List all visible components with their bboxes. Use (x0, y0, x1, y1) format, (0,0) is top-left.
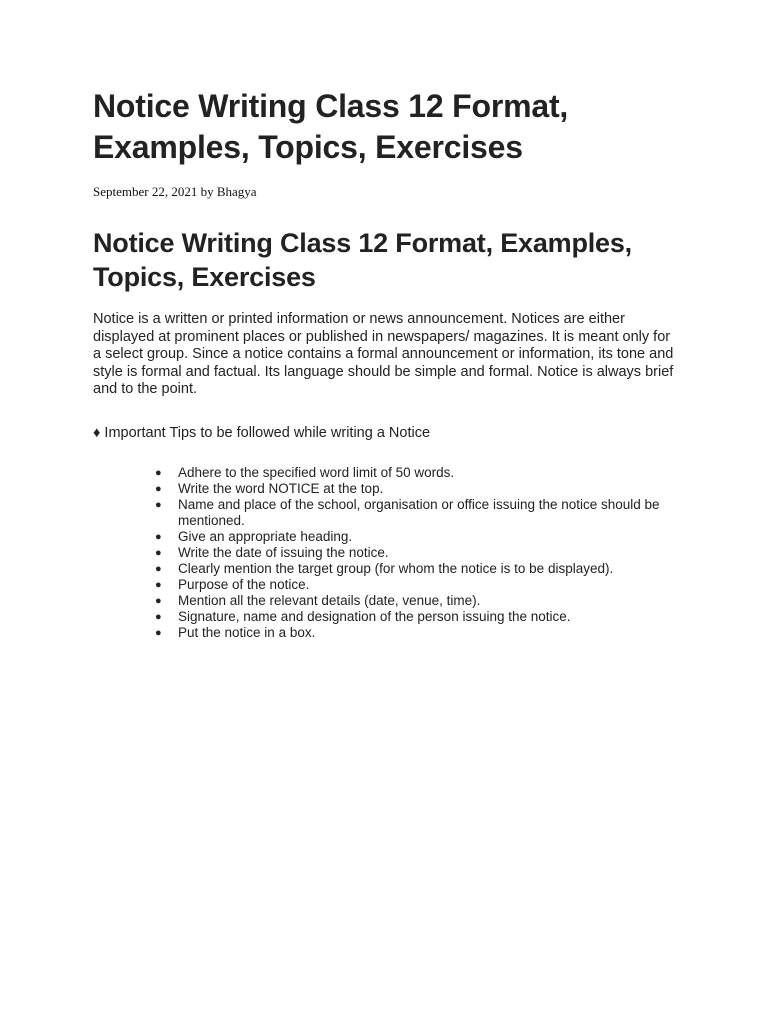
list-item-text: Write the word NOTICE at the top. (178, 481, 384, 496)
tips-heading: ♦ Important Tips to be followed while writing a Notice (93, 425, 431, 441)
bullet-icon: ● (155, 611, 162, 623)
page-title: Notice Writing Class 12 Format, Examples, Topics, Exercises (93, 88, 569, 165)
bullet-icon: ● (155, 595, 162, 607)
list-item-text: Signature, name and designation of the person issuing the notice. (178, 609, 571, 624)
byline: September 22, 2021 by Bhagya (93, 184, 257, 199)
tips-list (155, 465, 683, 641)
list-item-text: Put the notice in a box. (178, 625, 316, 640)
list-item (155, 465, 683, 481)
bullet-icon: ● (155, 483, 162, 495)
bullet-icon: ● (155, 531, 162, 543)
list-item-text: Clearly mention the target group (for whom the notice is to be displayed). (178, 561, 614, 576)
list-item (155, 481, 683, 497)
bullet-icon: ● (155, 579, 162, 591)
list-item-text: Mention all the relevant details (date, venue, time). (178, 593, 481, 608)
list-item-text: Write the date of issuing the notice. (178, 545, 389, 560)
intro-paragraph: Notice is a written or printed information or news announcement. Notices are either displayed at prominent places or published in newspapers/ magazines. It is meant only for a select group. Since a notice contains a formal announcement or information, its tone and style is formal and factual. Its language should be simple and formal. Notice is always brief and to the point. (93, 311, 674, 397)
list-item-text: Adhere to the specified word limit of 50 words. (178, 465, 455, 480)
list-item-text: Name and place of the school, organisation or office issuing the notice should be mentioned. (178, 497, 660, 528)
list-item-text: Give an appropriate heading. (178, 529, 353, 544)
bullet-icon: ● (155, 627, 162, 639)
list-item (155, 625, 683, 641)
list-item (155, 561, 683, 577)
list-item-text: Purpose of the notice. (178, 577, 310, 592)
bullet-icon: ● (155, 563, 162, 575)
list-item (155, 609, 683, 625)
list-item (155, 593, 683, 609)
bullet-icon: ● (155, 499, 162, 511)
bullet-icon: ● (155, 547, 162, 559)
list-item (155, 545, 683, 561)
list-item (155, 577, 683, 593)
list-item (155, 529, 683, 545)
list-item (155, 497, 683, 529)
bullet-icon: ● (155, 467, 162, 479)
section-heading: Notice Writing Class 12 Format, Examples, Topics, Exercises (93, 228, 632, 292)
